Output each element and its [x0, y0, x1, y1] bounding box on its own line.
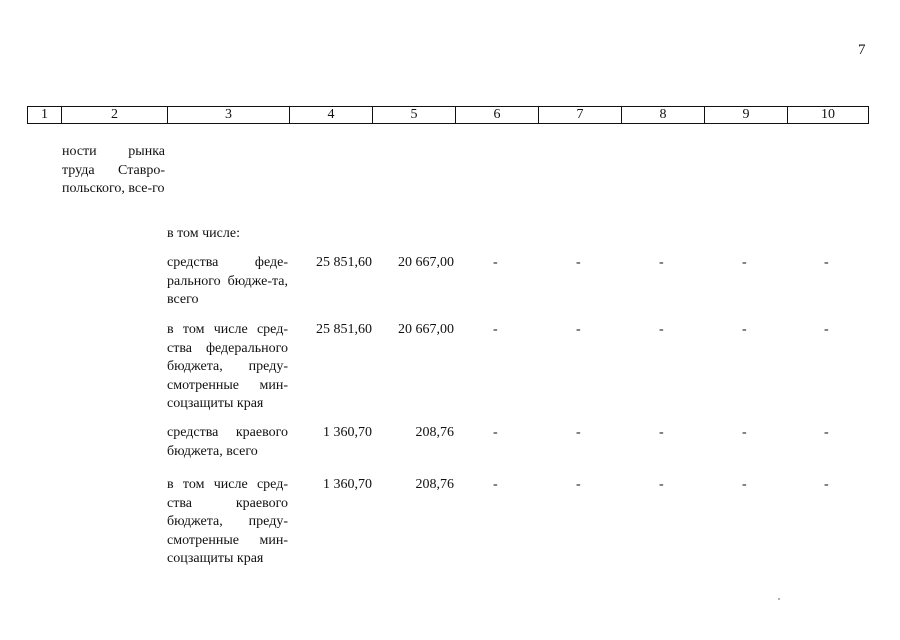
- row-col10-dash: -: [824, 477, 829, 492]
- row-col7-dash: -: [576, 322, 581, 337]
- column-number-7: 7: [539, 107, 622, 124]
- column-number-3: 3: [168, 107, 290, 124]
- scan-speck: [778, 598, 780, 600]
- row-col6-dash: -: [493, 255, 498, 270]
- row-col8-dash: -: [659, 425, 664, 440]
- row-col4-value: 25 851,60: [316, 255, 372, 270]
- column-number-8: 8: [622, 107, 705, 124]
- row-col10-dash: -: [824, 322, 829, 337]
- row-col5-value: 20 667,00: [398, 255, 454, 270]
- row-col4-value: 1 360,70: [323, 425, 372, 440]
- row-label: в том числе сред-ства федерального бюджета, преду-смотренные мин-соцзащиты края: [167, 322, 288, 411]
- page-number: 7: [858, 42, 866, 58]
- column-number-2: 2: [62, 107, 168, 124]
- row-col5-value: 208,76: [415, 477, 454, 492]
- row-col4-value: 25 851,60: [316, 322, 372, 337]
- row-col7-dash: -: [576, 255, 581, 270]
- column-number-6: 6: [456, 107, 539, 124]
- column-number-10: 10: [788, 107, 869, 124]
- row-col8-dash: -: [659, 255, 664, 270]
- row-col7-dash: -: [576, 425, 581, 440]
- subheading: в том числе:: [167, 226, 240, 241]
- row-col6-dash: -: [493, 425, 498, 440]
- row-label: средства краевого бюджета, всего: [167, 425, 288, 459]
- row-label: в том числе сред-ства краевого бюджета, преду-смотренные мин-соцзащиты края: [167, 477, 288, 566]
- row-col9-dash: -: [742, 477, 747, 492]
- row-col8-dash: -: [659, 322, 664, 337]
- column-number-1: 1: [28, 107, 62, 124]
- row-col5-value: 208,76: [415, 425, 454, 440]
- row-col9-dash: -: [742, 425, 747, 440]
- column-number-header: [27, 106, 869, 124]
- column-number-5: 5: [373, 107, 456, 124]
- row-col10-dash: -: [824, 425, 829, 440]
- row-col7-dash: -: [576, 477, 581, 492]
- row-col6-dash: -: [493, 322, 498, 337]
- continued-program-name: ности рынка труда Ставро-польского, все-го: [62, 144, 165, 196]
- row-col9-dash: -: [742, 322, 747, 337]
- row-col9-dash: -: [742, 255, 747, 270]
- row-col8-dash: -: [659, 477, 664, 492]
- row-col6-dash: -: [493, 477, 498, 492]
- column-number-4: 4: [290, 107, 373, 124]
- row-label: средства феде-рального бюдже-та, всего: [167, 255, 288, 307]
- column-number-9: 9: [705, 107, 788, 124]
- row-col4-value: 1 360,70: [323, 477, 372, 492]
- row-col5-value: 20 667,00: [398, 322, 454, 337]
- row-col10-dash: -: [824, 255, 829, 270]
